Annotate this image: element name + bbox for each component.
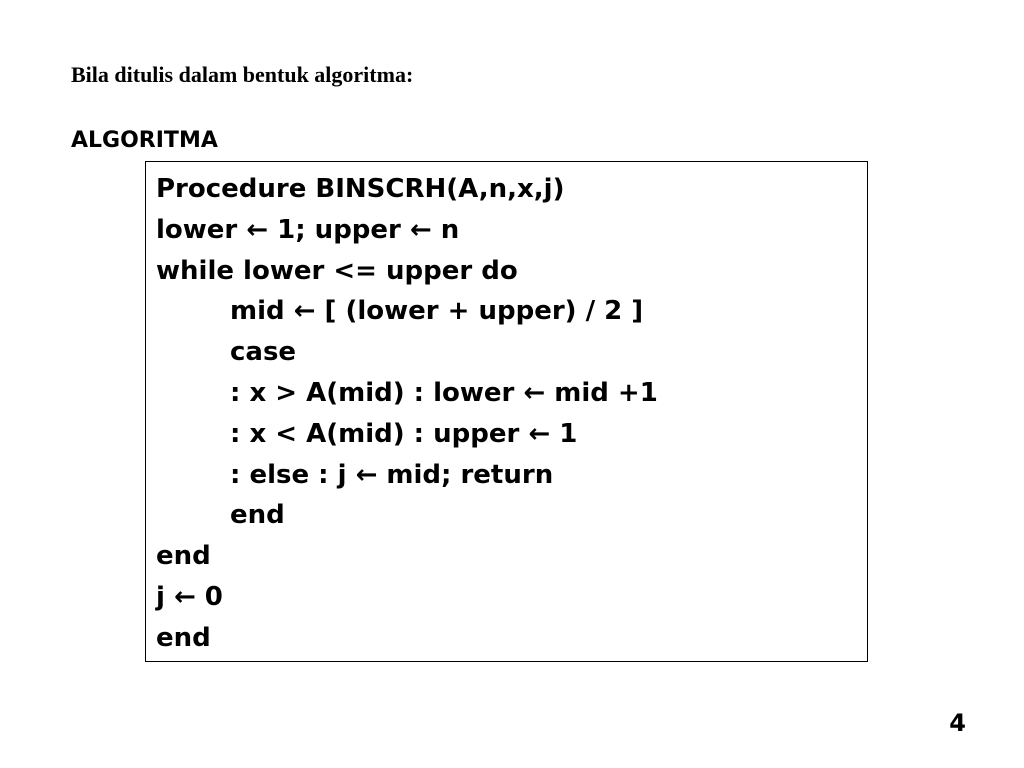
intro-text: Bila ditulis dalam bentuk algoritma:	[71, 62, 414, 87]
code-line: case	[230, 337, 297, 368]
algorithm-code	[156, 169, 658, 659]
code-line: : x > A(mid) : lower ← mid +1	[230, 377, 658, 408]
code-line: mid ← [ (lower + upper) / 2 ]	[230, 296, 644, 327]
algorithm-heading: ALGORITMA	[71, 128, 218, 153]
code-line: Procedure BINSCRH(A,n,x,j)	[156, 174, 565, 204]
code-line: lower ← 1; upper ← n	[156, 214, 460, 245]
code-line: end	[156, 541, 211, 572]
page-number: 4	[949, 709, 966, 737]
code-line: : else : j ← mid; return	[230, 459, 554, 490]
algorithm-box	[145, 161, 868, 662]
code-line: end	[156, 622, 211, 653]
code-line: end	[230, 500, 285, 531]
code-line: while lower <= upper do	[156, 255, 518, 286]
code-line: j ← 0	[156, 581, 223, 612]
code-line: : x < A(mid) : upper ← 1	[230, 418, 578, 449]
